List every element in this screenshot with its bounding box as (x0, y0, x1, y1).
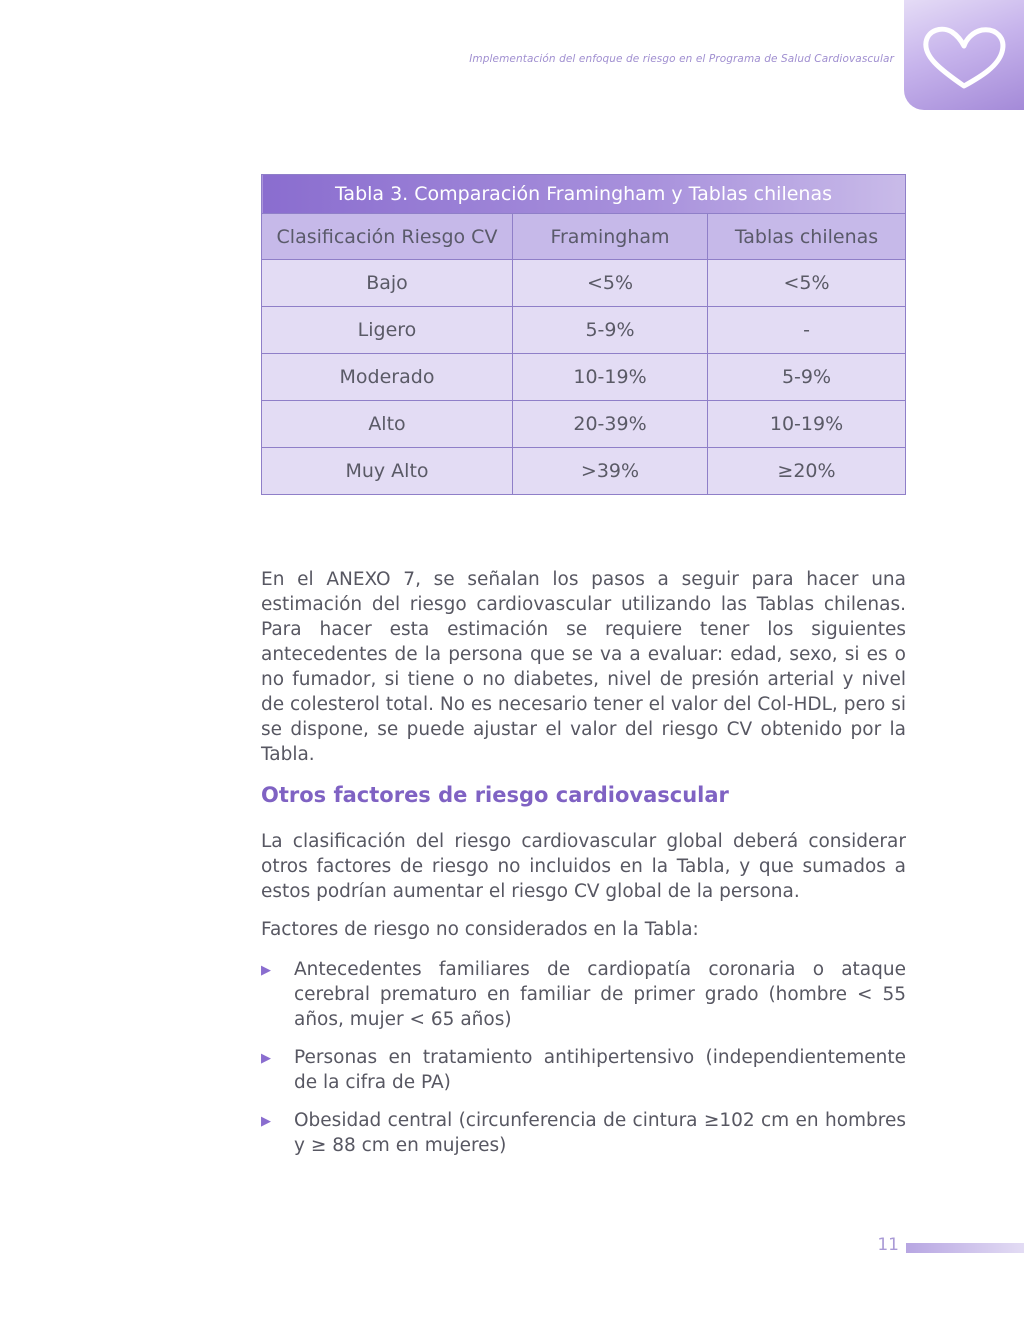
table-cell: 5-9% (513, 307, 708, 354)
paragraph-anexo: En el ANEXO 7, se señalan los pasos a seguir para hacer una estimación del riesgo cardiovascular utilizando las Tablas chilenas. Para hacer esta estimación se requiere tener los siguientes antecedentes de la persona que se va a evaluar: edad, sexo, si es o no fumador, si tiene o no diabetes, nivel de presión arterial y nivel de colesterol total. No es necesario tener el valor del Col-HDL, pero si se dispone, se puede ajustar el valor del riesgo CV obtenido por la Tabla. (261, 569, 906, 765)
triangle-bullet-icon: ▶ (261, 1114, 271, 1129)
list-item (261, 1108, 906, 1158)
list-item (261, 1045, 906, 1095)
section-title: Otros factores de riesgo cardiovascular (261, 783, 729, 807)
table-header-row (262, 214, 906, 260)
table-row (262, 354, 906, 401)
list-item (261, 957, 906, 1032)
table-cell: 5-9% (708, 354, 906, 401)
table-cell: <5% (513, 260, 708, 307)
table-title-row (262, 175, 906, 214)
table-cell: Moderado (262, 354, 513, 401)
table-cell: >39% (513, 448, 708, 495)
table-cell: <5% (708, 260, 906, 307)
comparison-table (261, 174, 906, 495)
table-title: Tabla 3. Comparación Framingham y Tablas chilenas (262, 175, 906, 214)
table-cell: - (708, 307, 906, 354)
column-header: Clasificación Riesgo CV (262, 214, 513, 260)
list-item-text: Antecedentes familiares de cardiopatía coronaria o ataque cerebral prematuro en familiar de primer grado (hombre < 55 años, mujer < 65 años) (294, 959, 906, 1030)
table-cell: Ligero (262, 307, 513, 354)
page-number: 11 (877, 1235, 899, 1255)
column-header: Tablas chilenas (708, 214, 906, 260)
table-cell: ≥20% (708, 448, 906, 495)
paragraph-factores: Factores de riesgo no considerados en la Tabla: (261, 919, 699, 940)
list-item-text: Obesidad central (circunferencia de cintura ≥102 cm en hombres y ≥ 88 cm en mujeres) (294, 1110, 906, 1156)
table-cell: 10-19% (708, 401, 906, 448)
running-header: Implementación del enfoque de riesgo en el Programa de Salud Cardiovascular (469, 53, 894, 65)
risk-factor-list (261, 957, 906, 1171)
table-cell: Alto (262, 401, 513, 448)
page-number-bar (906, 1243, 1024, 1253)
table-row (262, 260, 906, 307)
table-row (262, 448, 906, 495)
table-row (262, 401, 906, 448)
list-item-text: Personas en tratamiento antihipertensivo (independientemente de la cifra de PA) (294, 1047, 906, 1093)
table-cell: Muy Alto (262, 448, 513, 495)
table-cell: Bajo (262, 260, 513, 307)
triangle-bullet-icon: ▶ (261, 1051, 271, 1066)
table-row (262, 307, 906, 354)
table-cell: 10-19% (513, 354, 708, 401)
table-cell: 20-39% (513, 401, 708, 448)
heart-icon (918, 22, 1010, 92)
triangle-bullet-icon: ▶ (261, 963, 271, 978)
paragraph-clasificacion: La clasificación del riesgo cardiovascular global deberá considerar otros factores de riesgo no incluidos en la Tabla, y que sumados a estos podrían aumentar el riesgo CV global de la persona. (261, 831, 906, 902)
corner-decoration (904, 0, 1024, 110)
column-header: Framingham (513, 214, 708, 260)
